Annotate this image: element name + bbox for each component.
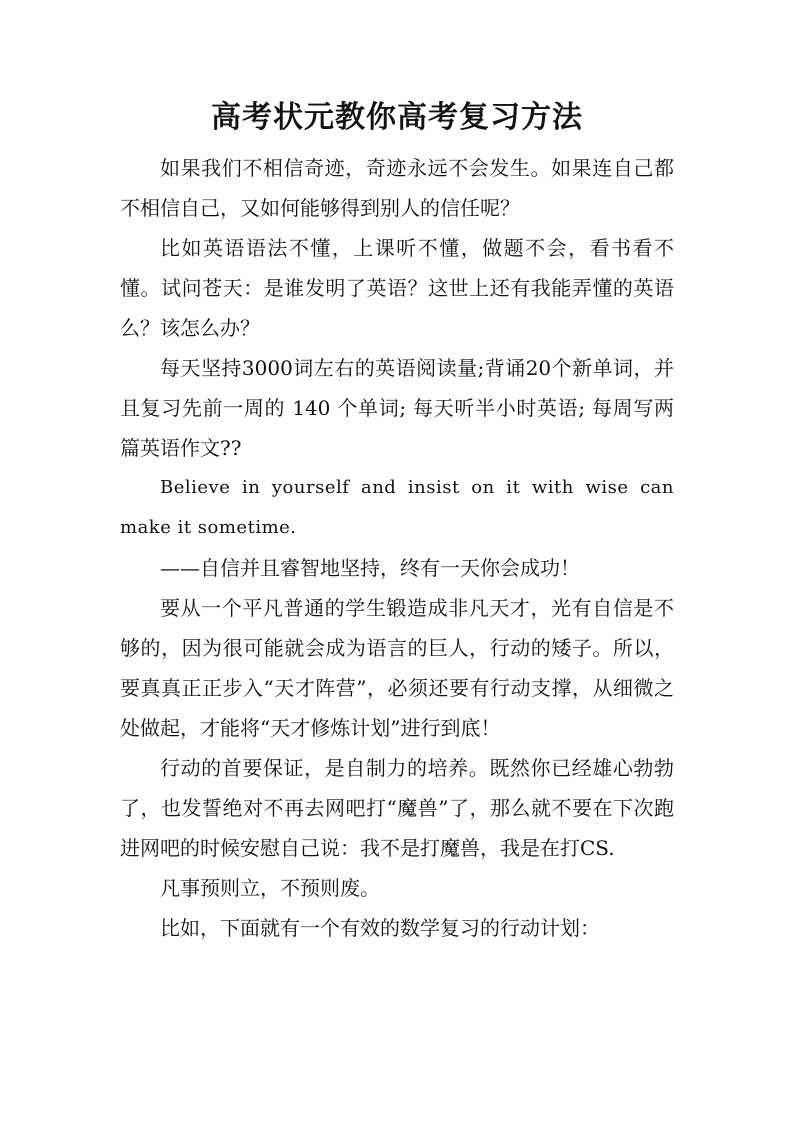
paragraph-english-quote: Believe in yourself and insist on it with wise can make it sometime. <box>120 477 674 538</box>
document-body <box>120 148 674 948</box>
document-title: 高考状元教你高考复习方法 <box>211 100 583 135</box>
paragraph: 比如，下面就有一个有效的数学复习的行动计划： <box>160 916 600 940</box>
paragraph: 如果我们不相信奇迹，奇迹永远不会发生。如果连自己都不相信自己，又如何能够得到别人的信任呢？ <box>120 156 674 220</box>
paragraph: 要从一个平凡普通的学生锻造成非凡天才，光有自信是不够的，因为很可能就会成为语言的巨人，行动的矮子。所以，要真真正正步入“天才阵营”，必须还要有行动支撑，从细微之处做起，才能将“天才修炼计划”进行到底！ <box>120 596 674 740</box>
paragraph: 凡事预则立，不预则废。 <box>160 876 380 900</box>
paragraph: 行动的首要保证，是自制力的培养。既然你已经雄心勃勃了，也发誓绝对不再去网吧打“魔兽”了，那么就不要在下次跑进网吧的时候安慰自己说：我不是打魔兽，我是在打CS. <box>120 756 674 860</box>
paragraph: 比如英语语法不懂，上课听不懂，做题不会，看书看不懂。试问苍天：是谁发明了英语？这世上还有我能弄懂的英语么？该怎么办？ <box>120 236 674 340</box>
paragraph: ——自信并且睿智地坚持，终有一天你会成功！ <box>160 556 580 580</box>
paragraph: 每天坚持3000词左右的英语阅读量;背诵20个新单词，并且复习先前一周的 140 个单词; 每天听半小时英语; 每周写两篇英语作文?? <box>120 356 674 460</box>
